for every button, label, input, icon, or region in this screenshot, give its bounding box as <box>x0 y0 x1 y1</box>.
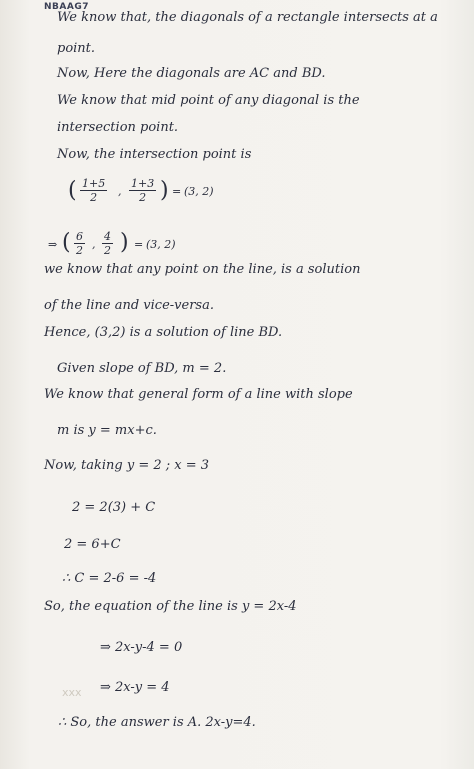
right-paren-2: ) <box>120 230 129 255</box>
line-5: intersection point. <box>57 120 179 135</box>
midpoint-result: (3, 2) <box>184 185 214 198</box>
line-2: point. <box>57 41 96 56</box>
line-9: we know that any point on the line, is a solution <box>44 262 361 277</box>
fraction-x-denominator: 2 <box>90 191 98 204</box>
simplified-result: (3, 2) <box>146 238 176 251</box>
fraction-four-numerator: 4 <box>104 230 111 243</box>
line-11: Hence, (3,2) is a solution of line BD. <box>44 325 283 340</box>
line-22: ∴ So, the answer is A. 2x-y=4. <box>58 715 256 730</box>
line-16: 2 = 2(3) + C <box>72 500 156 515</box>
line-19: So, the equation of the line is y = 2x-4 <box>44 599 297 614</box>
left-paren-2: ( <box>62 230 71 255</box>
line-18: ∴ C = 2-6 = -4 <box>62 571 157 586</box>
line-14: m is y = mx+c. <box>57 423 157 438</box>
line-6: Now, the intersection point is <box>57 147 252 162</box>
line-3: Now, Here the diagonals are AC and BD. <box>57 66 326 81</box>
fraction-four-half <box>102 230 113 257</box>
line-4: We know that mid point of any diagonal is the <box>57 93 360 108</box>
fraction-x-numerator: 1+5 <box>82 177 106 190</box>
equals-sign: = <box>172 185 182 198</box>
line-17: 2 = 6+C <box>64 537 121 552</box>
left-paren: ( <box>68 178 77 203</box>
fraction-y-numerator: 1+3 <box>131 177 155 190</box>
comma-separator: , <box>118 185 122 198</box>
line-20: ⇒ 2x-y-4 = 0 <box>100 640 183 655</box>
line-10: of the line and vice-versa. <box>44 298 214 313</box>
line-15: Now, taking y = 2 ; x = 3 <box>44 458 210 473</box>
line-21: ⇒ 2x-y = 4 <box>100 680 170 695</box>
implies-symbol: ⇒ <box>48 238 58 251</box>
right-paren: ) <box>160 178 169 203</box>
faded-bleed-through: xxx <box>62 686 82 699</box>
fraction-y <box>129 177 156 204</box>
comma-separator-2: , <box>92 238 96 251</box>
fraction-four-denominator: 2 <box>104 244 111 257</box>
line-12: Given slope of BD, m = 2. <box>57 361 227 376</box>
equals-sign-2: = <box>134 238 144 251</box>
fraction-x <box>80 177 107 204</box>
fraction-six-numerator: 6 <box>76 230 83 243</box>
line-13: We know that general form of a line with slope <box>44 387 353 402</box>
fraction-six-denominator: 2 <box>76 244 83 257</box>
line-1: We know that, the diagonals of a rectangle intersects at a <box>57 10 438 25</box>
page-stamp: NBAAG7 <box>44 2 89 12</box>
fraction-six-half <box>74 230 85 257</box>
fraction-y-denominator: 2 <box>139 191 147 204</box>
